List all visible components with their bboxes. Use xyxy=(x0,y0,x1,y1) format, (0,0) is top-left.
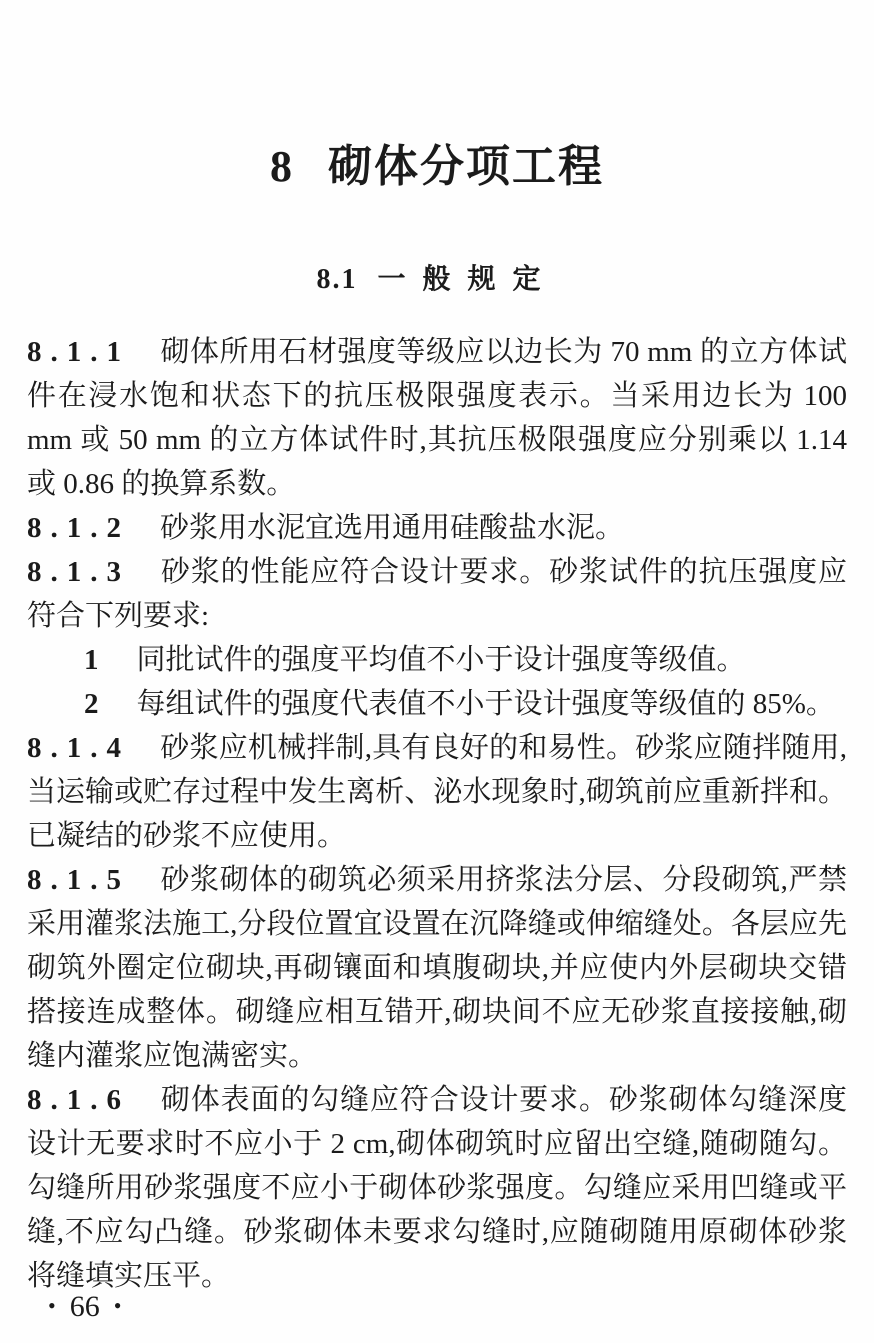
chapter-title xyxy=(27,0,847,193)
section-heading xyxy=(27,263,847,297)
clause-number: 8.1.5 xyxy=(27,864,130,897)
document-body xyxy=(27,330,847,1298)
section-name: 一般规定 xyxy=(377,263,558,295)
page-number: 66 xyxy=(69,1290,100,1323)
clause-8-1-2 xyxy=(27,506,847,550)
clause-number: 8.1.4 xyxy=(27,732,130,765)
clause-8-1-1 xyxy=(27,330,847,506)
footer-left-bullet-icon: • xyxy=(48,1293,56,1318)
chapter-number: 8 xyxy=(270,142,294,191)
item-text: 同批试件的强度平均值不小于设计强度等级值。 xyxy=(136,644,746,677)
clause-text: 砂浆应机械拌制,具有良好的和易性。砂浆应随拌随用,当运输或贮存过程中发生离析、泌水现象时,砌筑前应重新拌和。已凝结的砂浆不应使用。 xyxy=(27,732,847,853)
clause-text: 砂浆砌体的砌筑必须采用挤浆法分层、分段砌筑,严禁采用灌浆法施工,分段位置宜设置在沉降缝或伸缩缝处。各层应先砌筑外圈定位砌块,再砌镶面和填腹砌块,并应使内外层砌块交错搭接连成整体。砌缝应相互错开,砌块间不应无砂浆直接接触,砌缝内灌浆应饱满密实。 xyxy=(27,864,847,1073)
item-number: 2 xyxy=(84,688,99,721)
chapter-name: 砌体分项工程 xyxy=(328,142,604,191)
clause-text: 砌体所用石材强度等级应以边长为 70 mm 的立方体试件在浸水饱和状态下的抗压极限强度表示。当采用边长为 100 mm 或 50 mm 的立方体试件时,其抗压极限强度应分别乘以 1.14 或 0.86 的换算系数。 xyxy=(27,336,847,501)
clause-8-1-3 xyxy=(27,550,847,638)
clause-number: 8.1.6 xyxy=(27,1084,130,1117)
clause-text: 砂浆用水泥宜选用通用硅酸盐水泥。 xyxy=(160,512,625,545)
item-number: 1 xyxy=(84,644,99,677)
clause-number: 8.1.2 xyxy=(27,512,130,545)
item-text: 每组试件的强度代表值不小于设计强度等级值的 85%。 xyxy=(136,688,835,721)
clause-number: 8.1.1 xyxy=(27,336,130,369)
clause-text: 砂浆的性能应符合设计要求。砂浆试件的抗压强度应符合下列要求: xyxy=(27,556,847,633)
clause-8-1-4 xyxy=(27,726,847,858)
clause-number: 8.1.3 xyxy=(27,556,130,589)
footer-right-bullet-icon: • xyxy=(113,1293,122,1318)
clause-8-1-5 xyxy=(27,858,847,1078)
clause-8-1-3-item-2 xyxy=(27,682,847,726)
clause-8-1-3-item-1 xyxy=(27,638,847,682)
page-footer xyxy=(48,1290,121,1323)
section-number: 8.1 xyxy=(316,263,358,295)
clause-text: 砌体表面的勾缝应符合设计要求。砂浆砌体勾缝深度设计无要求时不应小于 2 cm,砌体砌筑时应留出空缝,随砌随勾。勾缝所用砂浆强度不应小于砌体砂浆强度。勾缝应采用凹缝或平缝,不应勾凸缝。砂浆砌体未要求勾缝时,应随砌随用原砌体砂浆将缝填实压平。 xyxy=(27,1084,847,1293)
clause-8-1-6 xyxy=(27,1078,847,1298)
